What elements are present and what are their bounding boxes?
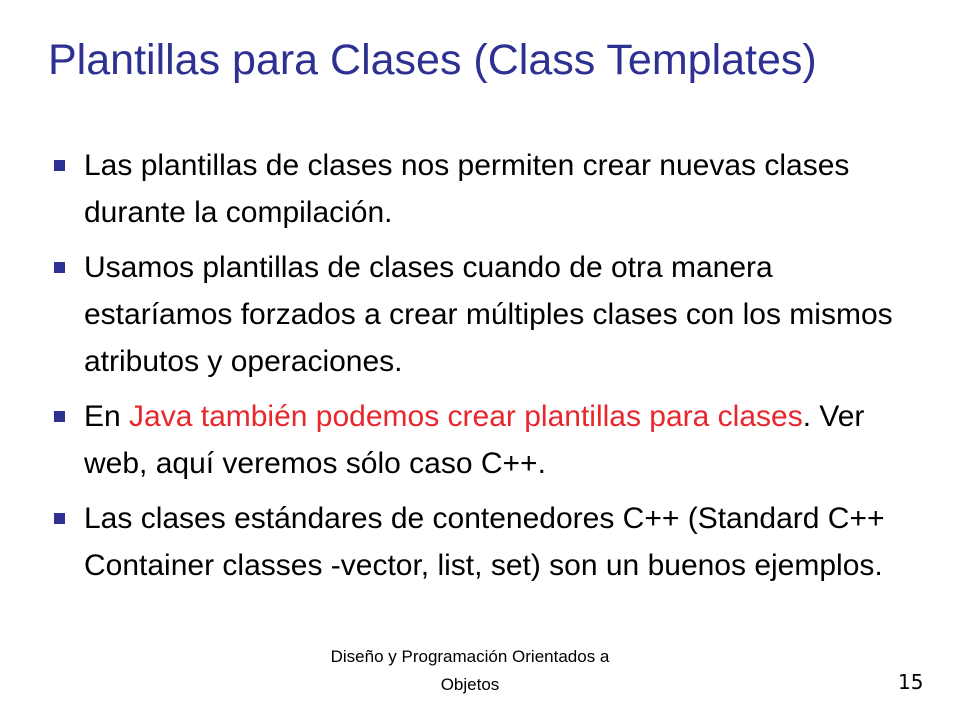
bullet-text: Las clases estándares de contenedores C++ (Standard C++ Container classes -vector, list, set) son un buenos ejemplos. (84, 502, 885, 582)
slide-title: Plantillas para Clases (Class Templates) (48, 36, 817, 84)
square-bullet-icon (54, 513, 65, 524)
bullet-item (48, 244, 928, 385)
square-bullet-icon (54, 160, 65, 171)
bullet-text-prefix: En (84, 400, 130, 433)
square-bullet-icon (54, 411, 65, 422)
footer-line-2: Objetos (440, 675, 500, 694)
bullet-item (48, 495, 928, 589)
page-number: 15 (898, 670, 924, 694)
bullet-text-suffix: . Ver web, aquí veremos sólo caso C++. (84, 400, 865, 480)
bullet-item (48, 142, 928, 236)
square-bullet-icon (54, 262, 65, 273)
bullet-item (48, 393, 928, 487)
bullet-text: Usamos plantillas de clases cuando de otra manera estaríamos forzados a crear múltiples clases con los mismos atributos y operaciones. (84, 251, 893, 378)
slide-footer (250, 643, 690, 699)
bullet-list (48, 142, 928, 597)
footer-line-1: Diseño y Programación Orientados a (330, 647, 610, 666)
bullet-highlight-text: Java también podemos crear plantillas para clases (129, 400, 803, 433)
bullet-text: Las plantillas de clases nos permiten crear nuevas clases durante la compilación. (84, 149, 850, 229)
